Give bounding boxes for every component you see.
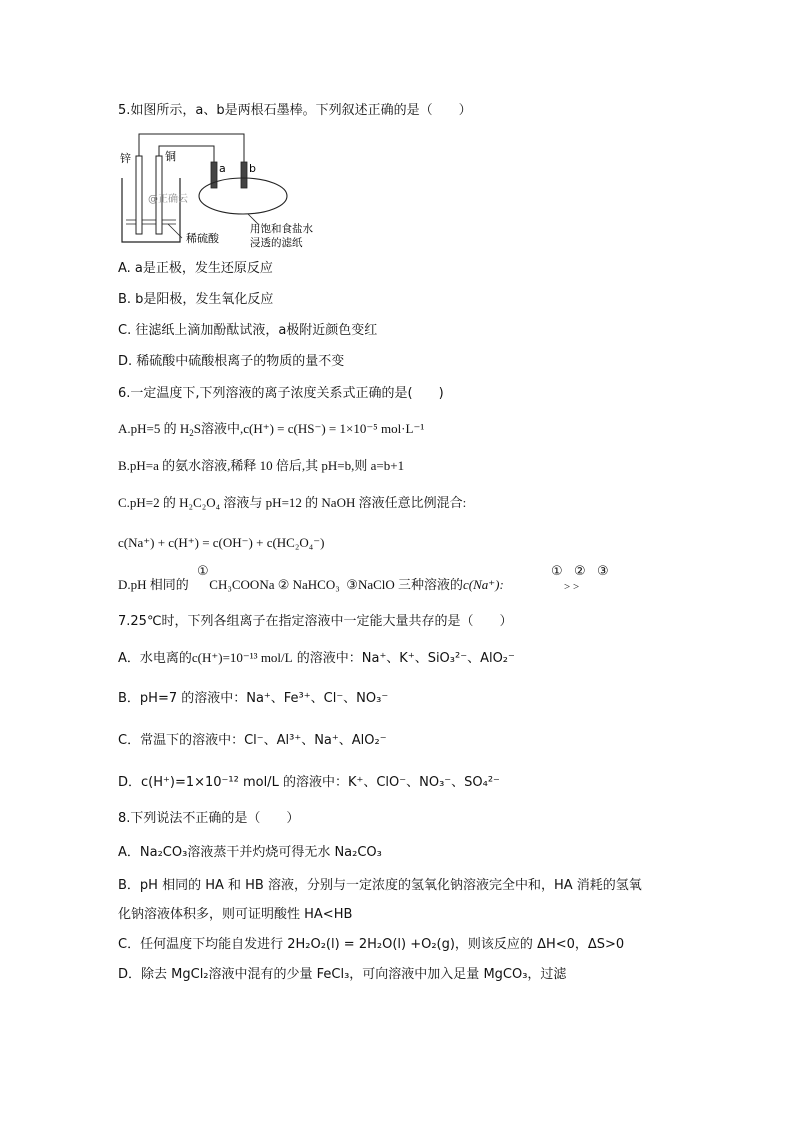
- q6-d-order-1: ①: [551, 564, 563, 579]
- q6-option-d: D.pH 相同的 CH₃COONa ② NaHCO₃ ③NaClO 三种溶液的c(Na⁺):: [118, 577, 504, 592]
- acid-label: 稀硫酸: [186, 232, 219, 245]
- q5-option-d: D. 稀硫酸中硫酸根离子的物质的量不变: [118, 354, 345, 369]
- q6-d-order-signs: > >: [564, 581, 580, 593]
- q8-option-c: C．任何温度下均能自发进行 2H₂O₂(l) = 2H₂O(l) +O₂(g)，则该反应的 ΔH<0，ΔS>0: [118, 937, 625, 952]
- q8-option-b-line1: B．pH 相同的 HA 和 HB 溶液，分别与一定浓度的氢氧化钠溶液完全中和，HA 消耗的氢氧: [118, 878, 642, 893]
- q7-option-a: A．水电离的c(H⁺)=10⁻¹³ mol/L 的溶液中：Na⁺、K⁺、SiO₃²⁻、AlO₂⁻: [118, 650, 515, 666]
- q5-stem: 5.如图所示，a、b是两根石墨棒。下列叙述正确的是（ ）: [118, 103, 472, 118]
- q8-option-d: D．除去 MgCl₂溶液中混有的少量 FeCl₃，可向溶液中加入足量 MgCO₃，过滤: [118, 967, 567, 982]
- q5-option-a: A. a是正极，发生还原反应: [118, 261, 273, 276]
- q7-option-d: D．c(H⁺)=1×10⁻¹² mol/L 的溶液中：K⁺、ClO⁻、NO₃⁻、SO₄²⁻: [118, 775, 500, 790]
- q6-option-c: C.pH=2 的 H₂C₂O₄ 溶液与 pH=12 的 NaOH 溶液任意比例混合:: [118, 495, 467, 510]
- q8-option-a: A．Na₂CO₃溶液蒸干并灼烧可得无水 Na₂CO₃: [118, 845, 382, 860]
- q6-d-order-3: ③: [597, 564, 609, 579]
- q6-option-a: A.pH=5 的 $H_2S$溶液中,c(H⁺) = c(HS⁻) = 1×10⁻⁵ mol·L⁻¹: [118, 421, 425, 438]
- zinc-label: 锌: [120, 152, 131, 165]
- q5-option-b: B. b是阳极，发生氧化反应: [118, 292, 274, 307]
- q8-option-b-line2: 化钠溶液体积多，则可证明酸性 HA<HB: [118, 907, 353, 922]
- electrolysis-diagram: [118, 128, 338, 256]
- q6-option-c-equation: c(Na⁺) + c(H⁺) = c(OH⁻) + c(HC₂O₄⁻): [118, 535, 325, 550]
- q8-stem: 8.下列说法不正确的是（ ）: [118, 811, 300, 826]
- watermark: @正确云: [148, 194, 188, 205]
- rod-b-label: b: [249, 162, 256, 175]
- paper-label-1: 用饱和食盐水: [250, 223, 313, 235]
- q6-stem: 6.一定温度下,下列溶液的离子浓度关系式正确的是( ): [118, 386, 444, 401]
- paper-label-2: 浸透的滤纸: [250, 237, 303, 249]
- q7-option-c: C．常温下的溶液中：Cl⁻、Al³⁺、Na⁺、AlO₂⁻: [118, 733, 387, 748]
- q5-option-c: C. 往滤纸上滴加酚酞试液，a极附近颜色变红: [118, 323, 378, 338]
- q7-option-b: B．pH=7 的溶液中：Na⁺、Fe³⁺、Cl⁻、NO₃⁻: [118, 691, 389, 706]
- q6-d-order-2: ②: [574, 564, 586, 579]
- rod-a-label: a: [219, 162, 226, 175]
- q6-option-b: B.pH=a 的氨水溶液,稀释 10 倍后,其 pH=b,则 a=b+1: [118, 458, 405, 473]
- copper-label: 铜: [165, 150, 176, 163]
- q6-marker-1: ①: [197, 564, 209, 579]
- q7-stem: 7.25℃时，下列各组离子在指定溶液中一定能大量共存的是（ ）: [118, 614, 513, 629]
